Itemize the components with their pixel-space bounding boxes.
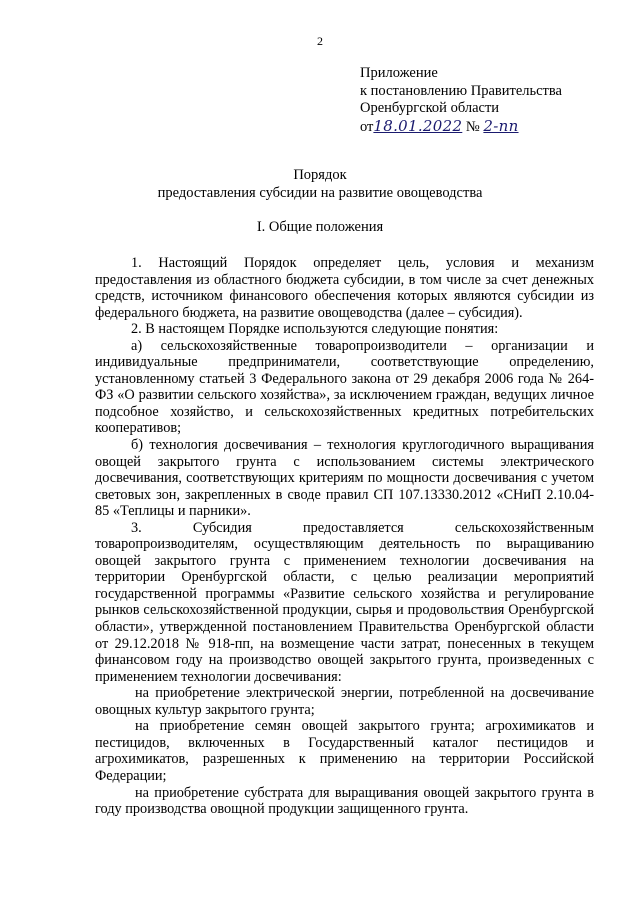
section-heading: I. Общие положения xyxy=(256,219,384,235)
paragraph-3-item-2: на приобретение семян овощей закрытого грунта; агрохимикатов и пестицидов, включенных в Государственный каталог пестицидов и агрохимикатов, разрешенных к применению на территории Российской Федерации; xyxy=(95,718,594,784)
document-title xyxy=(0,167,640,202)
appendix-region: Оренбургской области xyxy=(360,100,500,116)
paragraph-2a: а) сельскохозяйственные товаропроизводители – организации и индивидуальные предприниматели, соответствующие определению, установленному статьей 3 Федерального закона от 29 декабря 2006 года № 264-ФЗ «О развитии сельского хозяйства», за исключением граждан, ведущих личное подсобное хозяйство, и сельскохозяйственных кредитных потребительских кооперативов; xyxy=(95,337,594,437)
title-line-1: Порядок xyxy=(293,167,347,183)
handwritten-date: 18.01.2022 xyxy=(373,116,463,135)
paragraph-3-item-3: на приобретение субстрата для выращивания овощей закрытого грунта в году производства овощной продукции защищенного грунта. xyxy=(95,784,594,818)
date-prefix: от xyxy=(360,118,374,135)
number-prefix: № xyxy=(465,118,480,135)
paragraph-3: 3. Субсидия предоставляется сельскохозяйственным товаропроизводителям, осуществляющим деятельность по выращиванию овощей закрытого грунта с применением технологии досвечивания на территории Оренбургской области, с целью реализации мероприятий государственной программы «Развитие сельского хозяйства и регулирование рынков сельскохозяйственной продукции, сырья и продовольствия Оренбургской области», утвержденной постановлением Правительства Оренбургской области от 29.12.2018 № 918-пп, на возмещение части затрат, понесенных в текущем финансовом году на производство овощей закрытого грунта, произведенных с применением технологии досвечивания: xyxy=(95,519,594,685)
handwritten-number: 2-пп xyxy=(483,116,519,135)
document-body xyxy=(95,255,594,818)
appendix-block xyxy=(360,65,620,136)
appendix-reference: к постановлению Правительства xyxy=(360,82,562,99)
paragraph-1: 1. Настоящий Порядок определяет цель, условия и механизм предоставления из областного бюджета субсидии, в том числе за счет денежных средств, источником финансового обеспечения которых являются субсидии из федерального бюджета, на развитие овощеводства (далее – субсидия). xyxy=(95,255,594,321)
paragraph-2: 2. В настоящем Порядке используются следующие понятия: xyxy=(131,321,499,338)
appendix-heading: Приложение xyxy=(360,65,438,81)
paragraph-2b: б) технология досвечивания – технология круглогодичного выращивания овощей закрытого грунта с использованием системы электрического досвечивания, соответствующих критериям по мощности досвечивания с учетом световых зон, закрепленных в своде правил СП 107.13330.2012 «СНиП 2.10.04-85 «Теплицы и парники». xyxy=(95,437,594,520)
paragraph-3-item-1: на приобретение электрической энергии, потребленной на досвечивание овощных культур закрытого грунта; xyxy=(95,685,594,718)
appendix-date-number-line xyxy=(360,118,620,137)
page-number: 2 xyxy=(317,34,323,48)
title-line-2: предоставления субсидии на развитие овощеводства xyxy=(157,184,483,201)
